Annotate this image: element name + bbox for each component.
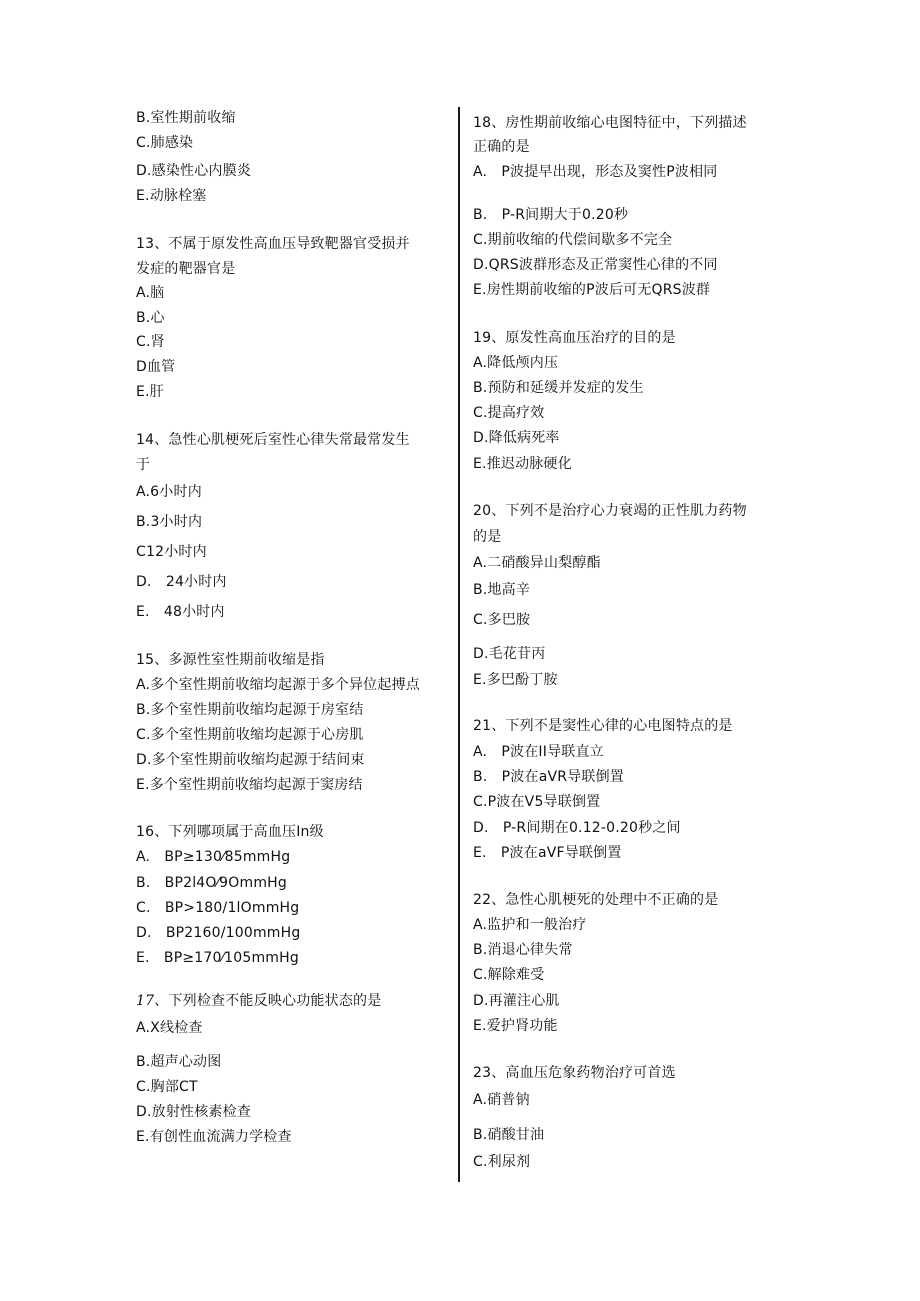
q19-option-b: B.预防和延缓并发症的发生	[473, 380, 644, 396]
q22-option-b: B.消退心律失常	[473, 942, 573, 958]
q13-option-c: C.肾	[136, 334, 165, 350]
q20-option-c: C.多巴胺	[473, 612, 531, 628]
q17-option-b: B.超声心动图	[136, 1054, 222, 1070]
q13-stem-line-1: 13、不属于原发性高血压导致靶器官受损并	[136, 236, 410, 252]
q14-stem-line-2: 于	[136, 457, 151, 473]
q14-option-a: A.6小时内	[136, 484, 202, 500]
q21-option-a: A. P波在II导联直立	[473, 744, 604, 760]
q19-option-d: D.降低病死率	[473, 430, 560, 446]
q17-stem	[136, 992, 381, 1010]
q20-stem-line-2: 的是	[473, 529, 502, 545]
q18-stem-line-1: 18、房性期前收缩心电图特征中，下列描述	[473, 115, 747, 131]
q13-option-a: A.脑	[136, 285, 165, 301]
q17-option-e: E.有创性血流满力学检查	[136, 1129, 292, 1145]
q23-stem: 23、高血压危象药物治疗可首选	[473, 1065, 676, 1081]
q20-option-b: B.地高辛	[473, 582, 531, 598]
q19-stem: 19、原发性高血压治疗的目的是	[473, 330, 676, 346]
q22-stem: 22、急性心肌梗死的处理中不正确的是	[473, 892, 719, 908]
q16-option-a: A. BP≥130⁄85mmHg	[136, 849, 291, 865]
q21-option-b: B. P波在aVR导联倒置	[473, 769, 624, 785]
q12-option-d: D.感染性心内膜炎	[136, 163, 252, 179]
q15-option-a: A.多个室性期前收缩均起源于多个异位起搏点	[136, 677, 420, 693]
q16-option-d: D. BP2160/100mmHg	[136, 925, 301, 941]
q13-option-d: D血管	[136, 359, 176, 375]
q14-option-e: E. 48小时内	[136, 604, 225, 620]
q19-option-e: E.推迟动脉硬化	[473, 456, 572, 472]
q16-option-c: C. BP>180/1lOmmHg	[136, 900, 300, 916]
q22-option-e: E.爱护肾功能	[473, 1018, 558, 1034]
q18-option-e: E.房性期前收缩的P波后可无QRS波群	[473, 282, 711, 298]
q16-stem: 16、下列哪项属于高血压In级	[136, 824, 324, 840]
q22-option-a: A.监护和一般治疗	[473, 917, 587, 933]
column-divider	[458, 107, 460, 1182]
q21-option-c: C.P波在V5导联倒置	[473, 794, 601, 810]
q22-option-d: D.再灌注心肌	[473, 993, 560, 1009]
q14-stem-line-1: 14、急性心肌梗死后室性心律失常最常发生	[136, 432, 410, 448]
q18-option-b: B. P-R间期大于0.20秒	[473, 207, 629, 223]
q15-stem: 15、多源性室性期前收缩是指	[136, 652, 325, 668]
q16-option-e: E. BP≥170⁄105mmHg	[136, 950, 299, 966]
q21-stem: 21、下列不是窦性心律的心电图特点的是	[473, 718, 733, 734]
q12-option-c: C.肺感染	[136, 135, 194, 151]
q23-option-a: A.硝普钠	[473, 1092, 530, 1108]
q12-option-b: B.室性期前收缩	[136, 110, 236, 126]
q17-option-c: C.胸部CT	[136, 1079, 198, 1095]
q14-option-b: B.3小时内	[136, 514, 203, 530]
q18-option-a: A. P波提早出现，形态及窦性P波相同	[473, 164, 718, 180]
q17-option-a: A.X线检查	[136, 1020, 203, 1036]
q17-option-d: D.放射性核素检查	[136, 1104, 252, 1120]
q20-option-d: D.毛花苷丙	[473, 646, 546, 662]
q13-option-e: E.肝	[136, 384, 164, 400]
q21-option-e: E. P波在aVF导联倒置	[473, 845, 622, 861]
q18-option-d: D.QRS波群形态及正常窦性心律的不同	[473, 257, 718, 273]
q15-option-e: E.多个室性期前收缩均起源于窦房结	[136, 777, 363, 793]
q13-option-b: B.心	[136, 310, 165, 326]
q13-stem-line-2: 发症的靶器官是	[136, 261, 236, 277]
q18-stem-line-2: 正确的是	[473, 139, 530, 155]
q17-stem-text: 、下列检查不能反映心功能状态的是	[154, 993, 382, 1009]
q18-option-c: C.期前收缩的代偿间歇多不完全	[473, 232, 673, 248]
q14-option-d: D. 24小时内	[136, 574, 227, 590]
q20-option-e: E.多巴酚丁胺	[473, 672, 558, 688]
q15-option-b: B.多个室性期前收缩均起源于房室结	[136, 702, 364, 718]
q21-option-d: D. P-R间期在0.12-0.20秒之间	[473, 820, 681, 836]
q17-number: 17	[136, 993, 155, 1009]
q19-option-c: C.提高疗效	[473, 405, 545, 421]
q20-stem-line-1: 20、下列不是治疗心力衰竭的正性肌力药物	[473, 503, 747, 519]
q15-option-c: C.多个室性期前收缩均起源于心房肌	[136, 727, 364, 743]
q20-option-a: A.二硝酸异山梨醇酯	[473, 555, 601, 571]
q15-option-d: D.多个室性期前收缩均起源于结间束	[136, 752, 365, 768]
q16-option-b: B. BP2l4O⁄9OmmHg	[136, 875, 287, 891]
q14-option-c: C12小时内	[136, 544, 207, 560]
q22-option-c: C.解除难受	[473, 967, 545, 983]
q12-option-e: E.动脉栓塞	[136, 188, 207, 204]
q23-option-c: C.利尿剂	[473, 1154, 531, 1170]
q19-option-a: A.降低颅内压	[473, 355, 559, 371]
q23-option-b: B.硝酸甘油	[473, 1127, 545, 1143]
